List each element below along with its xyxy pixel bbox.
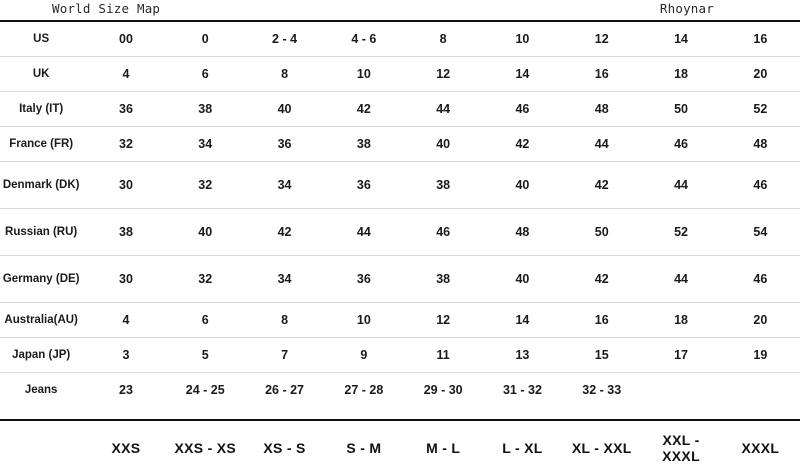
cell: 10 [483, 22, 562, 57]
cell: 4 [86, 303, 165, 338]
cell: 14 [483, 57, 562, 92]
summary-cell: XXS - XS [174, 440, 237, 456]
cell: 46 [721, 256, 800, 303]
cell: 13 [483, 338, 562, 373]
cell: 40 [483, 256, 562, 303]
cell: 36 [245, 127, 324, 162]
cell: 8 [245, 303, 324, 338]
table-row [0, 127, 800, 162]
cell: 19 [721, 338, 800, 373]
row-label: Russian (RU) [0, 209, 86, 256]
size-table-body [0, 22, 800, 407]
cell: 54 [721, 209, 800, 256]
cell: 12 [562, 22, 641, 57]
cell: 00 [86, 22, 165, 57]
chart-header [0, 0, 800, 20]
row-label: US [0, 22, 86, 57]
cell: 31 - 32 [502, 383, 542, 397]
cell: 46 [641, 127, 720, 162]
chart-title: World Size Map [52, 1, 161, 16]
cell: 42 [483, 127, 562, 162]
table-row [0, 338, 800, 373]
cell: 36 [324, 256, 403, 303]
table-row [0, 209, 800, 256]
cell: 40 [166, 209, 245, 256]
cell: 50 [641, 92, 720, 127]
cell: 52 [641, 209, 720, 256]
summary-cell: S - M [346, 440, 382, 456]
cell: 36 [324, 162, 403, 209]
cell: 32 [166, 256, 245, 303]
cell: 18 [641, 303, 720, 338]
cell: 5 [166, 338, 245, 373]
cell: 14 [483, 303, 562, 338]
cell: 23 [119, 383, 133, 397]
cell: 8 [245, 57, 324, 92]
cell: 3 [86, 338, 165, 373]
row-label: Italy (IT) [0, 92, 86, 127]
cell: 40 [404, 127, 483, 162]
cell: 20 [721, 57, 800, 92]
cell: 32 [166, 162, 245, 209]
cell: 16 [562, 57, 641, 92]
table-row [0, 57, 800, 92]
cell: 6 [166, 303, 245, 338]
cell: 50 [562, 209, 641, 256]
cell: 6 [166, 57, 245, 92]
summary-cell: L - XL [502, 440, 543, 456]
row-label: Denmark (DK) [0, 162, 86, 209]
summary-cell: XL - XXL [571, 440, 632, 456]
cell: 38 [324, 127, 403, 162]
cell: 8 [404, 22, 483, 57]
cell: 26 - 27 [265, 383, 305, 397]
summary-cell: XS - S [263, 440, 306, 456]
cell: 12 [404, 303, 483, 338]
summary-cell: XXXL [741, 440, 780, 456]
summary-row [0, 427, 800, 469]
row-label: Australia(AU) [0, 303, 86, 338]
cell: 44 [324, 209, 403, 256]
table-row [0, 92, 800, 127]
cell: 38 [86, 209, 165, 256]
summary-cell: M - L [426, 440, 461, 456]
cell [641, 373, 720, 408]
cell: 48 [562, 92, 641, 127]
cell: 10 [324, 57, 403, 92]
row-label: UK [0, 57, 86, 92]
cell: 46 [404, 209, 483, 256]
summary-cell: XXS [111, 440, 141, 456]
cell: 16 [721, 22, 800, 57]
cell: 34 [245, 162, 324, 209]
table-row [0, 303, 800, 338]
cell: 44 [641, 256, 720, 303]
cell: 40 [245, 92, 324, 127]
cell: 16 [562, 303, 641, 338]
cell: 14 [641, 22, 720, 57]
row-label: Germany (DE) [0, 256, 86, 303]
cell: 29 - 30 [423, 383, 463, 397]
cell: 9 [324, 338, 403, 373]
cell: 10 [324, 303, 403, 338]
cell: 52 [721, 92, 800, 127]
cell: 30 [86, 256, 165, 303]
table-row [0, 373, 800, 408]
brand-label: Rhoynar [659, 1, 714, 16]
cell: 32 [86, 127, 165, 162]
cell: 48 [721, 127, 800, 162]
cell: 24 - 25 [185, 383, 225, 397]
cell: 46 [721, 162, 800, 209]
cell: 2 - 4 [245, 22, 324, 57]
cell: 17 [641, 338, 720, 373]
cell: 4 [86, 57, 165, 92]
table-bottom-spacer [0, 407, 800, 419]
cell: 44 [641, 162, 720, 209]
cell: 34 [245, 256, 324, 303]
cell: 34 [166, 127, 245, 162]
cell: 20 [721, 303, 800, 338]
cell: 42 [562, 162, 641, 209]
cell: 42 [324, 92, 403, 127]
cell: 42 [562, 256, 641, 303]
cell [721, 373, 800, 408]
cell: 15 [562, 338, 641, 373]
table-row [0, 256, 800, 303]
cell: 36 [86, 92, 165, 127]
cell: 42 [245, 209, 324, 256]
table-row [0, 162, 800, 209]
cell: 44 [404, 92, 483, 127]
cell: 27 - 28 [344, 383, 384, 397]
size-conversion-table [0, 22, 800, 407]
cell: 38 [166, 92, 245, 127]
summary-row-label [0, 427, 86, 469]
cell: 38 [404, 256, 483, 303]
cell: 38 [404, 162, 483, 209]
table-row [0, 22, 800, 57]
summary-cell: XXL - XXXL [662, 432, 700, 464]
row-label: Japan (JP) [0, 338, 86, 373]
cell: 48 [483, 209, 562, 256]
cell: 0 [166, 22, 245, 57]
row-label: France (FR) [0, 127, 86, 162]
row-label: Jeans [24, 384, 58, 396]
cell: 12 [404, 57, 483, 92]
cell: 7 [245, 338, 324, 373]
cell: 46 [483, 92, 562, 127]
cell: 40 [483, 162, 562, 209]
cell: 32 - 33 [582, 383, 622, 397]
cell: 30 [86, 162, 165, 209]
cell: 4 - 6 [324, 22, 403, 57]
size-summary-table [0, 427, 800, 469]
size-summary-row [0, 427, 800, 469]
cell: 44 [562, 127, 641, 162]
cell: 18 [641, 57, 720, 92]
cell: 11 [404, 338, 483, 373]
